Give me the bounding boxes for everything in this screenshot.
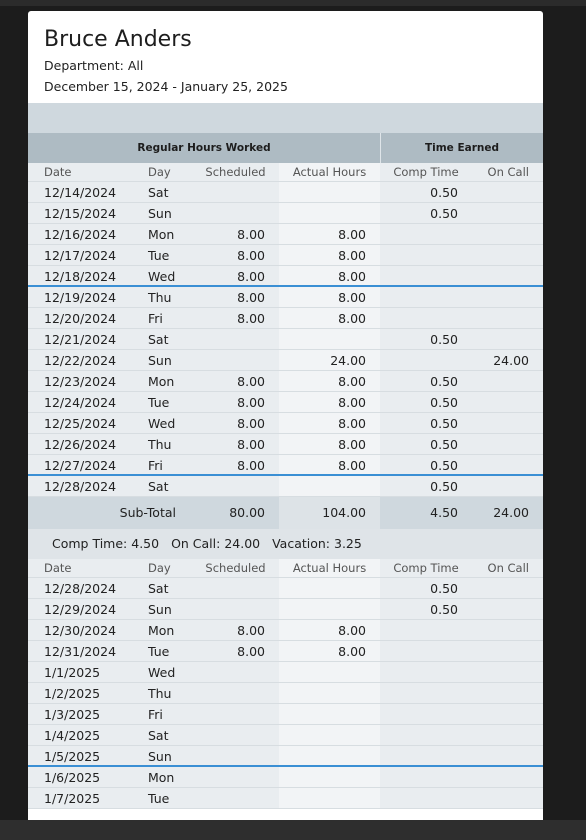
cell-date: 1/6/2025	[28, 767, 132, 787]
cell-oncall	[472, 392, 543, 412]
subtotal-scheduled: 80.00	[229, 505, 265, 520]
cell-day: Tue	[132, 245, 192, 265]
cell-oncall	[472, 434, 543, 454]
cell-actual: 8.00	[279, 245, 380, 265]
cell-actual	[279, 476, 380, 496]
column-header-day: Day	[132, 559, 192, 577]
cell-comp: 0.50	[380, 203, 472, 223]
cell-scheduled	[192, 662, 279, 682]
cell-scheduled: 8.00	[192, 434, 279, 454]
cell-comp	[380, 683, 472, 703]
cell-date: 1/5/2025	[28, 746, 132, 765]
cell-day: Sun	[132, 599, 192, 619]
top-bar	[0, 0, 586, 6]
cell-date: 12/21/2024	[28, 329, 132, 349]
cell-oncall	[472, 767, 543, 787]
cell-comp: 0.50	[380, 413, 472, 433]
group-time-earned: Time Earned	[424, 142, 500, 154]
cell-comp: 0.50	[380, 599, 472, 619]
cell-actual	[279, 599, 380, 619]
cell-comp: 0.50	[380, 371, 472, 391]
cell-oncall	[472, 224, 543, 244]
header-spacer	[28, 103, 543, 133]
cell-oncall	[472, 662, 543, 682]
cell-scheduled: 8.00	[192, 308, 279, 328]
bottom-bar	[0, 820, 586, 840]
cell-comp: 0.50	[380, 392, 472, 412]
cell-scheduled	[192, 704, 279, 724]
column-header-comp: Comp Time	[380, 163, 472, 181]
cell-oncall	[472, 746, 543, 765]
cell-oncall	[472, 371, 543, 391]
cell-comp: 0.50	[380, 476, 472, 496]
cell-date: 12/20/2024	[28, 308, 132, 328]
group-regular-hours: Regular Hours Worked	[28, 133, 381, 163]
table-row	[28, 371, 543, 392]
cell-scheduled	[192, 203, 279, 223]
cell-date: 1/3/2025	[28, 704, 132, 724]
table-row	[28, 641, 543, 662]
cell-oncall	[472, 329, 543, 349]
cell-date: 1/2/2025	[28, 683, 132, 703]
cell-comp	[380, 224, 472, 244]
cell-day: Sat	[132, 329, 192, 349]
cell-scheduled	[192, 599, 279, 619]
table-row	[28, 746, 543, 767]
table-row	[28, 788, 543, 809]
column-header-date: Date	[28, 559, 132, 577]
cell-actual	[279, 329, 380, 349]
column-header-scheduled: Scheduled	[192, 163, 279, 181]
table-row	[28, 308, 543, 329]
cell-date: 1/4/2025	[28, 725, 132, 745]
cell-day: Mon	[132, 371, 192, 391]
cell-date: 12/14/2024	[28, 182, 132, 202]
table-row	[28, 182, 543, 203]
cell-day: Wed	[132, 662, 192, 682]
column-header-scheduled: Scheduled	[192, 559, 279, 577]
cell-oncall	[472, 182, 543, 202]
cell-actual	[279, 725, 380, 745]
cell-oncall	[472, 704, 543, 724]
cell-day: Sat	[132, 725, 192, 745]
cell-actual: 24.00	[279, 350, 380, 370]
cell-day: Mon	[132, 224, 192, 244]
cell-date: 12/16/2024	[28, 224, 132, 244]
date-range: December 15, 2024 - January 25, 2025	[44, 79, 288, 94]
subtotal-actual: 104.00	[279, 497, 380, 529]
cell-day: Sat	[132, 182, 192, 202]
table-row	[28, 203, 543, 224]
cell-comp	[380, 350, 472, 370]
cell-day: Tue	[132, 641, 192, 661]
cell-scheduled	[192, 476, 279, 496]
table-row	[28, 662, 543, 683]
cell-actual	[279, 746, 380, 765]
table-row	[28, 620, 543, 641]
summary-on-call: On Call: 24.00	[171, 536, 261, 551]
cell-actual	[279, 704, 380, 724]
cell-date: 12/18/2024	[28, 266, 132, 285]
cell-actual: 8.00	[279, 224, 380, 244]
cell-actual: 8.00	[279, 266, 380, 285]
employee-name: Bruce Anders	[44, 27, 192, 52]
cell-day: Thu	[132, 287, 192, 307]
cell-actual: 8.00	[279, 371, 380, 391]
cell-actual: 8.00	[279, 287, 380, 307]
cell-oncall	[472, 620, 543, 640]
cell-comp	[380, 704, 472, 724]
column-header-comp: Comp Time	[380, 559, 472, 577]
cell-comp	[380, 245, 472, 265]
cell-actual	[279, 182, 380, 202]
column-header-row	[28, 163, 543, 182]
cell-scheduled	[192, 329, 279, 349]
cell-actual: 8.00	[279, 308, 380, 328]
cell-scheduled: 8.00	[192, 245, 279, 265]
cell-actual	[279, 203, 380, 223]
cell-comp: 0.50	[380, 578, 472, 598]
cell-day: Thu	[132, 434, 192, 454]
cell-day: Mon	[132, 620, 192, 640]
cell-scheduled: 8.00	[192, 287, 279, 307]
cell-date: 12/27/2024	[28, 455, 132, 474]
cell-day: Sat	[132, 578, 192, 598]
cell-day: Fri	[132, 704, 192, 724]
cell-actual: 8.00	[279, 392, 380, 412]
cell-day: Fri	[132, 308, 192, 328]
subtotal-oncall: 24.00	[493, 505, 529, 520]
cell-date: 12/29/2024	[28, 599, 132, 619]
cell-scheduled	[192, 578, 279, 598]
cell-oncall	[472, 599, 543, 619]
subtotal-label: Sub-Total	[119, 505, 176, 520]
table-row	[28, 599, 543, 620]
cell-oncall	[472, 455, 543, 474]
subtotal-row	[28, 497, 543, 529]
table-row	[28, 329, 543, 350]
table-row	[28, 224, 543, 245]
cell-oncall	[472, 578, 543, 598]
cell-actual: 8.00	[279, 434, 380, 454]
cell-oncall: 24.00	[472, 350, 543, 370]
table-row	[28, 413, 543, 434]
cell-actual	[279, 767, 380, 787]
cell-day: Sun	[132, 350, 192, 370]
column-header-date: Date	[28, 163, 132, 181]
cell-date: 12/24/2024	[28, 392, 132, 412]
cell-comp	[380, 620, 472, 640]
cell-comp: 0.50	[380, 434, 472, 454]
cell-date: 12/19/2024	[28, 287, 132, 307]
cell-actual: 8.00	[279, 641, 380, 661]
cell-comp: 0.50	[380, 182, 472, 202]
cell-date: 12/23/2024	[28, 371, 132, 391]
column-header-row	[28, 559, 543, 578]
cell-oncall	[472, 245, 543, 265]
table-row	[28, 245, 543, 266]
column-group-header	[28, 133, 543, 163]
cell-scheduled	[192, 182, 279, 202]
cell-oncall	[472, 788, 543, 808]
table-row	[28, 350, 543, 371]
cell-scheduled: 8.00	[192, 413, 279, 433]
column-header-actual: Actual Hours	[279, 163, 380, 181]
cell-day: Sun	[132, 746, 192, 765]
cell-comp	[380, 308, 472, 328]
cell-date: 12/25/2024	[28, 413, 132, 433]
cell-comp	[380, 767, 472, 787]
cell-scheduled: 8.00	[192, 620, 279, 640]
department-label: Department: All	[44, 58, 144, 73]
cell-date: 12/31/2024	[28, 641, 132, 661]
cell-day: Wed	[132, 266, 192, 285]
column-header-actual: Actual Hours	[279, 559, 380, 577]
cell-oncall	[472, 683, 543, 703]
summary-vacation: Vacation: 3.25	[272, 536, 362, 551]
cell-date: 12/30/2024	[28, 620, 132, 640]
cell-date: 12/26/2024	[28, 434, 132, 454]
summary-comp-time: Comp Time: 4.50	[52, 536, 160, 551]
cell-scheduled	[192, 767, 279, 787]
cell-scheduled: 8.00	[192, 224, 279, 244]
cell-day: Mon	[132, 767, 192, 787]
summary-bar	[28, 529, 543, 559]
column-header-oncall: On Call	[472, 559, 543, 577]
table-row	[28, 455, 543, 476]
cell-day: Sun	[132, 203, 192, 223]
cell-scheduled: 8.00	[192, 266, 279, 285]
cell-oncall	[472, 287, 543, 307]
cell-date: 12/15/2024	[28, 203, 132, 223]
cell-date: 1/7/2025	[28, 788, 132, 808]
cell-date: 12/17/2024	[28, 245, 132, 265]
report-header	[28, 11, 543, 103]
table-row	[28, 392, 543, 413]
cell-comp	[380, 788, 472, 808]
cell-oncall	[472, 725, 543, 745]
table-row	[28, 683, 543, 704]
column-header-oncall: On Call	[472, 163, 543, 181]
cell-scheduled	[192, 350, 279, 370]
table-row	[28, 725, 543, 746]
cell-scheduled	[192, 683, 279, 703]
table-row	[28, 704, 543, 725]
cell-scheduled: 8.00	[192, 371, 279, 391]
cell-comp: 0.50	[380, 329, 472, 349]
cell-date: 12/28/2024	[28, 578, 132, 598]
cell-comp	[380, 746, 472, 765]
table-row	[28, 476, 543, 497]
cell-date: 12/28/2024	[28, 476, 132, 496]
cell-date: 1/1/2025	[28, 662, 132, 682]
cell-scheduled	[192, 788, 279, 808]
cell-actual	[279, 683, 380, 703]
column-header-day: Day	[132, 163, 192, 181]
cell-comp	[380, 662, 472, 682]
cell-comp: 0.50	[380, 455, 472, 474]
table-row	[28, 287, 543, 308]
cell-day: Tue	[132, 788, 192, 808]
cell-day: Fri	[132, 455, 192, 474]
cell-oncall	[472, 308, 543, 328]
timesheet-table-period-2	[28, 559, 543, 809]
cell-actual	[279, 788, 380, 808]
subtotal-comp: 4.50	[430, 505, 458, 520]
cell-day: Sat	[132, 476, 192, 496]
cell-oncall	[472, 203, 543, 223]
cell-comp	[380, 266, 472, 285]
cell-actual: 8.00	[279, 620, 380, 640]
cell-day: Tue	[132, 392, 192, 412]
cell-comp	[380, 287, 472, 307]
cell-scheduled	[192, 746, 279, 765]
cell-oncall	[472, 266, 543, 285]
cell-comp	[380, 641, 472, 661]
cell-date: 12/22/2024	[28, 350, 132, 370]
timesheet-table-period-1	[28, 163, 543, 497]
cell-day: Thu	[132, 683, 192, 703]
cell-actual: 8.00	[279, 455, 380, 474]
cell-oncall	[472, 476, 543, 496]
cell-day: Wed	[132, 413, 192, 433]
cell-oncall	[472, 413, 543, 433]
cell-actual	[279, 578, 380, 598]
cell-comp	[380, 725, 472, 745]
table-row	[28, 434, 543, 455]
cell-oncall	[472, 641, 543, 661]
table-row	[28, 767, 543, 788]
cell-scheduled	[192, 725, 279, 745]
cell-scheduled: 8.00	[192, 641, 279, 661]
timesheet-card	[28, 11, 543, 820]
cell-actual	[279, 662, 380, 682]
cell-actual: 8.00	[279, 413, 380, 433]
table-row	[28, 578, 543, 599]
table-row	[28, 266, 543, 287]
cell-scheduled: 8.00	[192, 392, 279, 412]
cell-scheduled: 8.00	[192, 455, 279, 474]
